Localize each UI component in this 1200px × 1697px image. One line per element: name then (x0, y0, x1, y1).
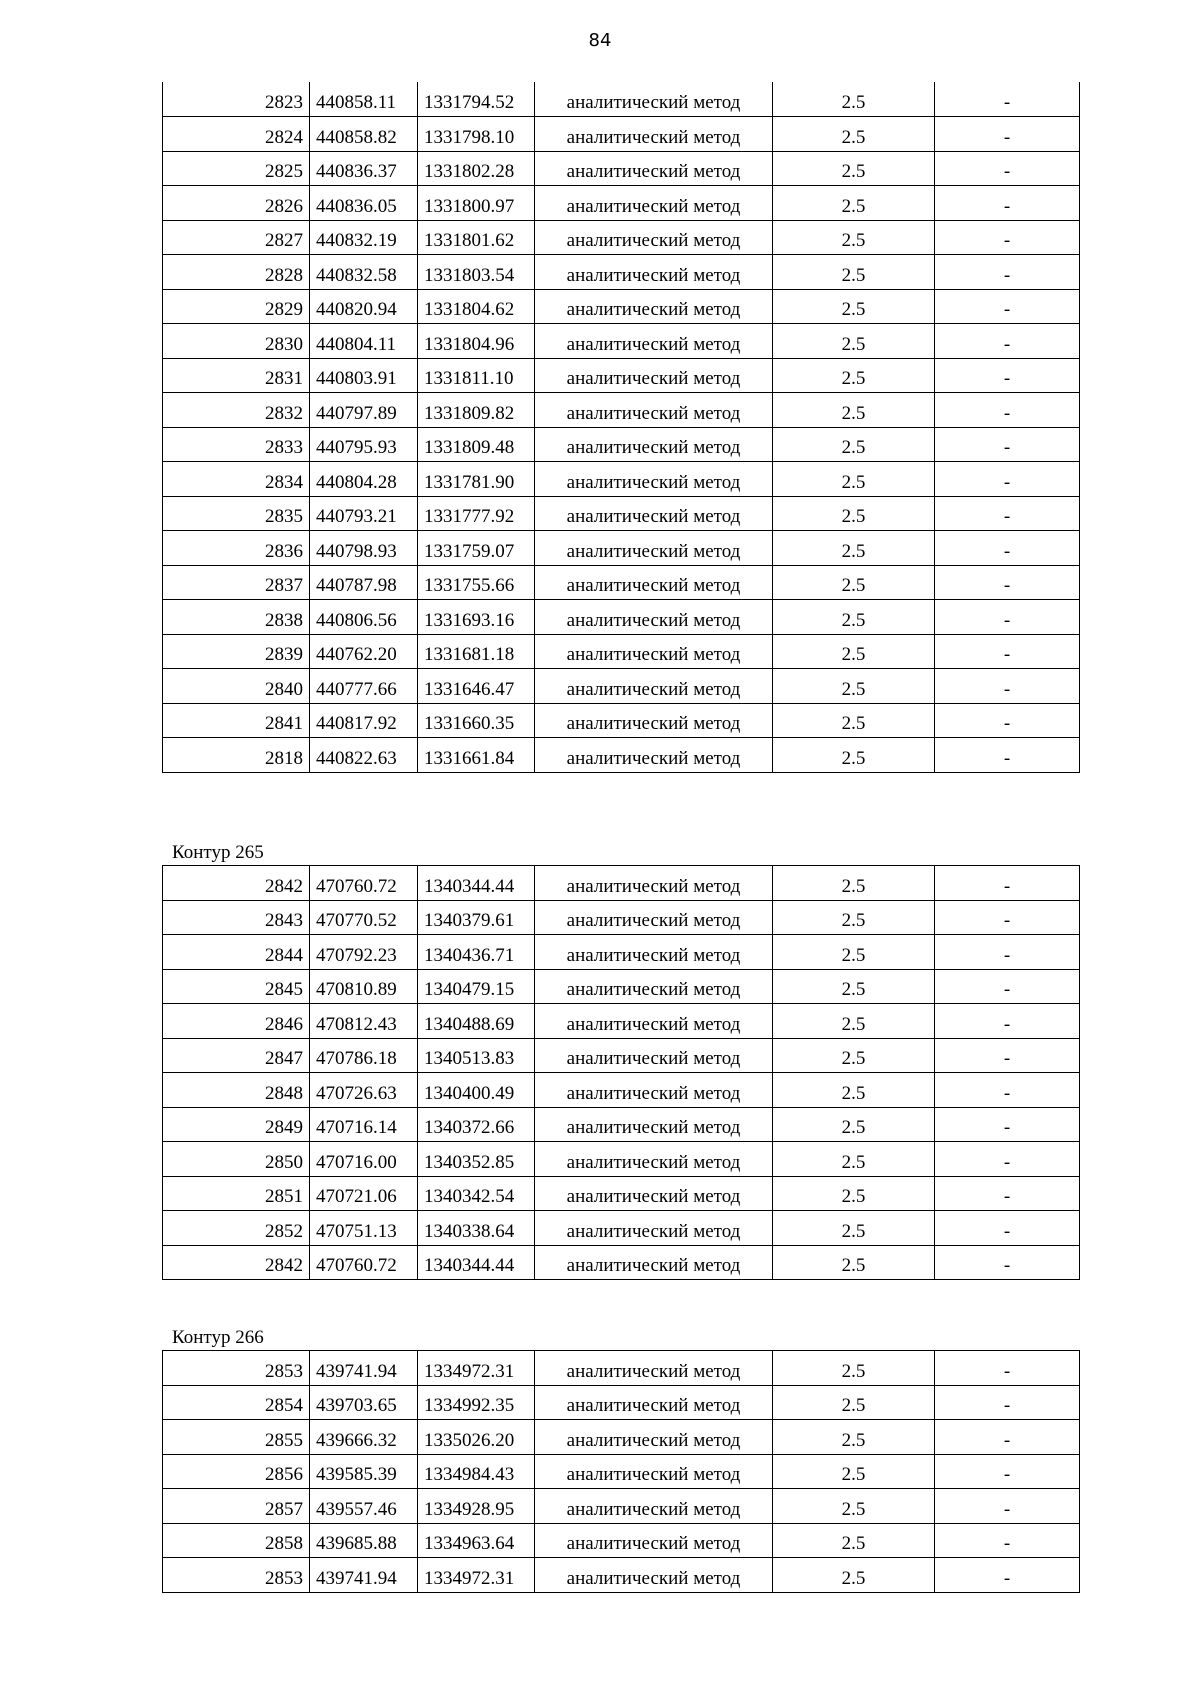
x-coordinate-cell: 440803.91 (310, 358, 418, 393)
description-cell: - (935, 496, 1080, 531)
x-coordinate-cell: 440804.28 (310, 462, 418, 497)
point-number-cell: 2833 (163, 427, 310, 462)
table-row (163, 600, 1080, 635)
y-coordinate-cell: 1334972.31 (418, 1351, 535, 1386)
table-row (163, 82, 1080, 117)
precision-cell: 2.5 (773, 358, 935, 393)
method-cell: аналитический метод (535, 738, 773, 773)
description-cell: - (935, 1176, 1080, 1211)
method-cell: аналитический метод (535, 427, 773, 462)
y-coordinate-cell: 1331755.66 (418, 565, 535, 600)
y-coordinate-cell: 1334928.95 (418, 1489, 535, 1524)
y-coordinate-cell: 1334992.35 (418, 1385, 535, 1420)
x-coordinate-cell: 440817.92 (310, 703, 418, 738)
y-coordinate-cell: 1340372.66 (418, 1107, 535, 1142)
point-number-cell: 2851 (163, 1176, 310, 1211)
y-coordinate-cell: 1331798.10 (418, 117, 535, 152)
table-row (163, 1211, 1080, 1246)
x-coordinate-cell: 439685.88 (310, 1523, 418, 1558)
method-cell: аналитический метод (535, 496, 773, 531)
description-cell: - (935, 462, 1080, 497)
description-cell: - (935, 1385, 1080, 1420)
point-number-cell: 2823 (163, 82, 310, 117)
method-cell: аналитический метод (535, 1420, 773, 1455)
table-row (163, 1385, 1080, 1420)
coordinates-table (162, 82, 1080, 773)
precision-cell: 2.5 (773, 1420, 935, 1455)
x-coordinate-cell: 440820.94 (310, 289, 418, 324)
method-cell: аналитический метод (535, 1038, 773, 1073)
method-cell: аналитический метод (535, 1558, 773, 1593)
precision-cell: 2.5 (773, 1385, 935, 1420)
description-cell: - (935, 117, 1080, 152)
method-cell: аналитический метод (535, 1523, 773, 1558)
table-row (163, 117, 1080, 152)
method-cell: аналитический метод (535, 220, 773, 255)
point-number-cell: 2829 (163, 289, 310, 324)
section-title: Контур 266 (172, 1327, 264, 1348)
point-number-cell: 2837 (163, 565, 310, 600)
point-number-cell: 2853 (163, 1351, 310, 1386)
precision-cell: 2.5 (773, 1211, 935, 1246)
method-cell: аналитический метод (535, 462, 773, 497)
x-coordinate-cell: 440793.21 (310, 496, 418, 531)
method-cell: аналитический метод (535, 703, 773, 738)
description-cell: - (935, 186, 1080, 221)
method-cell: аналитический метод (535, 669, 773, 704)
y-coordinate-cell: 1340488.69 (418, 1004, 535, 1039)
x-coordinate-cell: 470751.13 (310, 1211, 418, 1246)
description-cell: - (935, 634, 1080, 669)
description-cell: - (935, 565, 1080, 600)
x-coordinate-cell: 470792.23 (310, 935, 418, 970)
precision-cell: 2.5 (773, 393, 935, 428)
precision-cell: 2.5 (773, 634, 935, 669)
table-row (163, 1558, 1080, 1593)
description-cell: - (935, 1038, 1080, 1073)
x-coordinate-cell: 470786.18 (310, 1038, 418, 1073)
table-row (163, 393, 1080, 428)
precision-cell: 2.5 (773, 866, 935, 901)
description-cell: - (935, 1142, 1080, 1177)
description-cell: - (935, 1454, 1080, 1489)
point-number-cell: 2825 (163, 151, 310, 186)
table-row (163, 531, 1080, 566)
method-cell: аналитический метод (535, 935, 773, 970)
method-cell: аналитический метод (535, 186, 773, 221)
method-cell: аналитический метод (535, 1245, 773, 1280)
method-cell: аналитический метод (535, 531, 773, 566)
table-row (163, 866, 1080, 901)
method-cell: аналитический метод (535, 1211, 773, 1246)
precision-cell: 2.5 (773, 1004, 935, 1039)
method-cell: аналитический метод (535, 324, 773, 359)
description-cell: - (935, 151, 1080, 186)
x-coordinate-cell: 470726.63 (310, 1073, 418, 1108)
section-contour-266 (162, 1326, 1080, 1593)
point-number-cell: 2856 (163, 1454, 310, 1489)
y-coordinate-cell: 1331811.10 (418, 358, 535, 393)
description-cell: - (935, 82, 1080, 117)
method-cell: аналитический метод (535, 358, 773, 393)
x-coordinate-cell: 439741.94 (310, 1558, 418, 1593)
precision-cell: 2.5 (773, 324, 935, 359)
x-coordinate-cell: 440806.56 (310, 600, 418, 635)
method-cell: аналитический метод (535, 600, 773, 635)
y-coordinate-cell: 1331693.16 (418, 600, 535, 635)
x-coordinate-cell: 440797.89 (310, 393, 418, 428)
table-row (163, 1454, 1080, 1489)
precision-cell: 2.5 (773, 1523, 935, 1558)
table-body (163, 82, 1080, 772)
point-number-cell: 2835 (163, 496, 310, 531)
x-coordinate-cell: 440836.37 (310, 151, 418, 186)
description-cell: - (935, 1073, 1080, 1108)
point-number-cell: 2838 (163, 600, 310, 635)
description-cell: - (935, 289, 1080, 324)
point-number-cell: 2836 (163, 531, 310, 566)
precision-cell: 2.5 (773, 1038, 935, 1073)
method-cell: аналитический метод (535, 900, 773, 935)
y-coordinate-cell: 1331681.18 (418, 634, 535, 669)
table-row (163, 496, 1080, 531)
x-coordinate-cell: 470810.89 (310, 969, 418, 1004)
x-coordinate-cell: 440832.58 (310, 255, 418, 290)
precision-cell: 2.5 (773, 703, 935, 738)
method-cell: аналитический метод (535, 289, 773, 324)
y-coordinate-cell: 1331803.54 (418, 255, 535, 290)
point-number-cell: 2826 (163, 186, 310, 221)
y-coordinate-cell: 1340338.64 (418, 1211, 535, 1246)
precision-cell: 2.5 (773, 900, 935, 935)
table-row (163, 1107, 1080, 1142)
description-cell: - (935, 220, 1080, 255)
table-row (163, 634, 1080, 669)
x-coordinate-cell: 439585.39 (310, 1454, 418, 1489)
description-cell: - (935, 1420, 1080, 1455)
description-cell: - (935, 669, 1080, 704)
table-row (163, 703, 1080, 738)
y-coordinate-cell: 1331781.90 (418, 462, 535, 497)
coordinates-table (162, 1350, 1080, 1593)
precision-cell: 2.5 (773, 669, 935, 704)
table-body (163, 866, 1080, 1280)
method-cell: аналитический метод (535, 1107, 773, 1142)
y-coordinate-cell: 1331759.07 (418, 531, 535, 566)
precision-cell: 2.5 (773, 496, 935, 531)
y-coordinate-cell: 1331777.92 (418, 496, 535, 531)
point-number-cell: 2840 (163, 669, 310, 704)
method-cell: аналитический метод (535, 866, 773, 901)
precision-cell: 2.5 (773, 82, 935, 117)
y-coordinate-cell: 1334963.64 (418, 1523, 535, 1558)
table-body (163, 1351, 1080, 1593)
table-row (163, 969, 1080, 1004)
method-cell: аналитический метод (535, 1176, 773, 1211)
point-number-cell: 2857 (163, 1489, 310, 1524)
precision-cell: 2.5 (773, 1245, 935, 1280)
x-coordinate-cell: 440777.66 (310, 669, 418, 704)
description-cell: - (935, 427, 1080, 462)
point-number-cell: 2842 (163, 866, 310, 901)
x-coordinate-cell: 470812.43 (310, 1004, 418, 1039)
table-row (163, 565, 1080, 600)
y-coordinate-cell: 1340436.71 (418, 935, 535, 970)
precision-cell: 2.5 (773, 600, 935, 635)
precision-cell: 2.5 (773, 1142, 935, 1177)
description-cell: - (935, 969, 1080, 1004)
y-coordinate-cell: 1340344.44 (418, 1245, 535, 1280)
precision-cell: 2.5 (773, 935, 935, 970)
y-coordinate-cell: 1340379.61 (418, 900, 535, 935)
table-row (163, 1523, 1080, 1558)
precision-cell: 2.5 (773, 1558, 935, 1593)
method-cell: аналитический метод (535, 117, 773, 152)
table-row (163, 151, 1080, 186)
description-cell: - (935, 1489, 1080, 1524)
x-coordinate-cell: 470770.52 (310, 900, 418, 935)
table-row (163, 462, 1080, 497)
description-cell: - (935, 1004, 1080, 1039)
table-row (163, 1351, 1080, 1386)
point-number-cell: 2843 (163, 900, 310, 935)
y-coordinate-cell: 1331804.62 (418, 289, 535, 324)
method-cell: аналитический метод (535, 151, 773, 186)
precision-cell: 2.5 (773, 117, 935, 152)
point-number-cell: 2850 (163, 1142, 310, 1177)
table-row (163, 738, 1080, 773)
y-coordinate-cell: 1331660.35 (418, 703, 535, 738)
page-number: 84 (588, 30, 612, 51)
point-number-cell: 2858 (163, 1523, 310, 1558)
description-cell: - (935, 1558, 1080, 1593)
section-contour-265 (162, 841, 1080, 1280)
y-coordinate-cell: 1331661.84 (418, 738, 535, 773)
method-cell: аналитический метод (535, 1073, 773, 1108)
table-row (163, 186, 1080, 221)
point-number-cell: 2841 (163, 703, 310, 738)
x-coordinate-cell: 440798.93 (310, 531, 418, 566)
x-coordinate-cell: 440795.93 (310, 427, 418, 462)
point-number-cell: 2854 (163, 1385, 310, 1420)
point-number-cell: 2845 (163, 969, 310, 1004)
point-number-cell: 2844 (163, 935, 310, 970)
y-coordinate-cell: 1334984.43 (418, 1454, 535, 1489)
y-coordinate-cell: 1331802.28 (418, 151, 535, 186)
method-cell: аналитический метод (535, 1489, 773, 1524)
x-coordinate-cell: 439703.65 (310, 1385, 418, 1420)
table-row (163, 1176, 1080, 1211)
table-row (163, 255, 1080, 290)
y-coordinate-cell: 1331794.52 (418, 82, 535, 117)
method-cell: аналитический метод (535, 969, 773, 1004)
description-cell: - (935, 1211, 1080, 1246)
table-row (163, 220, 1080, 255)
point-number-cell: 2832 (163, 393, 310, 428)
x-coordinate-cell: 470716.00 (310, 1142, 418, 1177)
table-row (163, 1489, 1080, 1524)
y-coordinate-cell: 1334972.31 (418, 1558, 535, 1593)
point-number-cell: 2827 (163, 220, 310, 255)
description-cell: - (935, 738, 1080, 773)
precision-cell: 2.5 (773, 565, 935, 600)
point-number-cell: 2852 (163, 1211, 310, 1246)
description-cell: - (935, 531, 1080, 566)
method-cell: аналитический метод (535, 1351, 773, 1386)
point-number-cell: 2831 (163, 358, 310, 393)
precision-cell: 2.5 (773, 1489, 935, 1524)
description-cell: - (935, 393, 1080, 428)
table-row (163, 1073, 1080, 1108)
method-cell: аналитический метод (535, 1142, 773, 1177)
precision-cell: 2.5 (773, 255, 935, 290)
x-coordinate-cell: 440858.82 (310, 117, 418, 152)
table-row (163, 900, 1080, 935)
y-coordinate-cell: 1335026.20 (418, 1420, 535, 1455)
precision-cell: 2.5 (773, 289, 935, 324)
x-coordinate-cell: 440836.05 (310, 186, 418, 221)
y-coordinate-cell: 1340352.85 (418, 1142, 535, 1177)
description-cell: - (935, 935, 1080, 970)
point-number-cell: 2853 (163, 1558, 310, 1593)
description-cell: - (935, 1351, 1080, 1386)
description-cell: - (935, 600, 1080, 635)
precision-cell: 2.5 (773, 151, 935, 186)
precision-cell: 2.5 (773, 186, 935, 221)
method-cell: аналитический метод (535, 634, 773, 669)
description-cell: - (935, 324, 1080, 359)
point-number-cell: 2855 (163, 1420, 310, 1455)
x-coordinate-cell: 440832.19 (310, 220, 418, 255)
description-cell: - (935, 358, 1080, 393)
x-coordinate-cell: 439741.94 (310, 1351, 418, 1386)
y-coordinate-cell: 1331809.48 (418, 427, 535, 462)
y-coordinate-cell: 1340479.15 (418, 969, 535, 1004)
x-coordinate-cell: 440787.98 (310, 565, 418, 600)
y-coordinate-cell: 1331800.97 (418, 186, 535, 221)
point-number-cell: 2824 (163, 117, 310, 152)
table-row (163, 1038, 1080, 1073)
x-coordinate-cell: 470716.14 (310, 1107, 418, 1142)
table-row (163, 1245, 1080, 1280)
coordinates-table (162, 865, 1080, 1280)
precision-cell: 2.5 (773, 1454, 935, 1489)
y-coordinate-cell: 1331646.47 (418, 669, 535, 704)
table-row (163, 324, 1080, 359)
precision-cell: 2.5 (773, 220, 935, 255)
precision-cell: 2.5 (773, 427, 935, 462)
method-cell: аналитический метод (535, 82, 773, 117)
precision-cell: 2.5 (773, 462, 935, 497)
x-coordinate-cell: 439557.46 (310, 1489, 418, 1524)
table-row (163, 669, 1080, 704)
precision-cell: 2.5 (773, 1107, 935, 1142)
section-continuation (162, 82, 1080, 773)
method-cell: аналитический метод (535, 1454, 773, 1489)
y-coordinate-cell: 1331804.96 (418, 324, 535, 359)
y-coordinate-cell: 1340342.54 (418, 1176, 535, 1211)
precision-cell: 2.5 (773, 1176, 935, 1211)
table-row (163, 1004, 1080, 1039)
point-number-cell: 2846 (163, 1004, 310, 1039)
table-row (163, 1142, 1080, 1177)
point-number-cell: 2834 (163, 462, 310, 497)
x-coordinate-cell: 470721.06 (310, 1176, 418, 1211)
y-coordinate-cell: 1331801.62 (418, 220, 535, 255)
point-number-cell: 2818 (163, 738, 310, 773)
precision-cell: 2.5 (773, 1351, 935, 1386)
precision-cell: 2.5 (773, 969, 935, 1004)
table-row (163, 289, 1080, 324)
description-cell: - (935, 866, 1080, 901)
method-cell: аналитический метод (535, 255, 773, 290)
y-coordinate-cell: 1331809.82 (418, 393, 535, 428)
precision-cell: 2.5 (773, 531, 935, 566)
method-cell: аналитический метод (535, 393, 773, 428)
table-row (163, 935, 1080, 970)
section-title: Контур 265 (172, 842, 264, 863)
x-coordinate-cell: 440762.20 (310, 634, 418, 669)
y-coordinate-cell: 1340344.44 (418, 866, 535, 901)
x-coordinate-cell: 470760.72 (310, 866, 418, 901)
x-coordinate-cell: 470760.72 (310, 1245, 418, 1280)
point-number-cell: 2847 (163, 1038, 310, 1073)
method-cell: аналитический метод (535, 1385, 773, 1420)
point-number-cell: 2828 (163, 255, 310, 290)
x-coordinate-cell: 440822.63 (310, 738, 418, 773)
precision-cell: 2.5 (773, 738, 935, 773)
point-number-cell: 2848 (163, 1073, 310, 1108)
method-cell: аналитический метод (535, 565, 773, 600)
table-row (163, 1420, 1080, 1455)
description-cell: - (935, 703, 1080, 738)
x-coordinate-cell: 440858.11 (310, 82, 418, 117)
precision-cell: 2.5 (773, 1073, 935, 1108)
point-number-cell: 2839 (163, 634, 310, 669)
x-coordinate-cell: 439666.32 (310, 1420, 418, 1455)
description-cell: - (935, 1245, 1080, 1280)
table-row (163, 427, 1080, 462)
x-coordinate-cell: 440804.11 (310, 324, 418, 359)
y-coordinate-cell: 1340513.83 (418, 1038, 535, 1073)
point-number-cell: 2842 (163, 1245, 310, 1280)
table-row (163, 358, 1080, 393)
point-number-cell: 2830 (163, 324, 310, 359)
method-cell: аналитический метод (535, 1004, 773, 1039)
description-cell: - (935, 1523, 1080, 1558)
point-number-cell: 2849 (163, 1107, 310, 1142)
y-coordinate-cell: 1340400.49 (418, 1073, 535, 1108)
description-cell: - (935, 900, 1080, 935)
description-cell: - (935, 1107, 1080, 1142)
description-cell: - (935, 255, 1080, 290)
